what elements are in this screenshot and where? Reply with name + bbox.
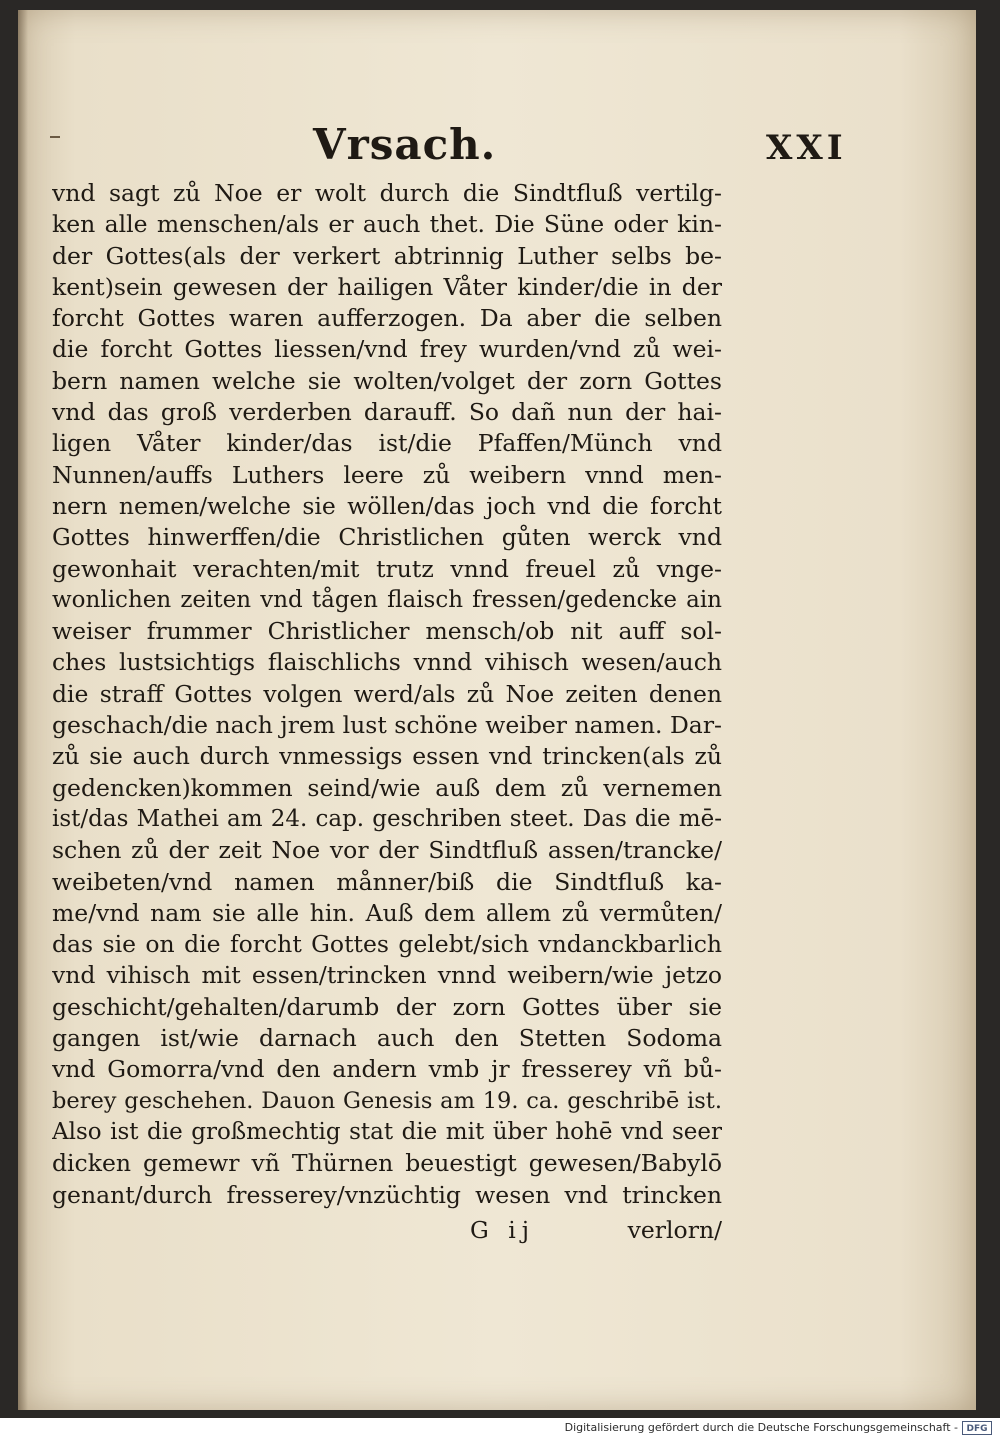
text-line: gewonhait verachten/mit trutz vnnd freuel zů vnge- <box>52 554 722 583</box>
text-line: weiser frummer Christlicher mensch/ob nit auff sol- <box>52 617 722 646</box>
signature-mark: G ij <box>470 1216 536 1244</box>
text-line: Gottes hinwerffen/die Christlichen gůten werck vnd <box>52 523 722 552</box>
signature-line <box>52 1216 722 1250</box>
text-line: weibeten/vnd namen månner/biß die Sindtfluß ka- <box>52 867 722 896</box>
funding-credit: Digitalisierung gefördert durch die Deutsche Forschungsgemeinschaft - <box>564 1421 958 1434</box>
book-page <box>18 10 976 1410</box>
text-line: kent)sein gewesen der hailigen Våter kinder/die in der <box>52 272 722 301</box>
text-line: ligen Våter kinder/das ist/die Pfaffen/Münch vnd <box>52 429 722 458</box>
folio-number: XXI <box>766 128 847 168</box>
text-line: Also ist die großmechtig stat die mit über hohē vnd seer <box>52 1118 722 1145</box>
page-gutter-shadow <box>18 10 28 1410</box>
text-line: wonlichen zeiten vnd tågen flaisch fressen/gedencke ain <box>52 586 722 613</box>
text-line: gedencken)kommen seind/wie auß dem zů vernemen <box>52 773 722 802</box>
text-line: die forcht Gottes liessen/vnd frey wurden/vnd zů wei- <box>52 335 722 364</box>
text-line: der Gottes(als der verkert abtrinnig Luther selbs be- <box>52 241 722 270</box>
text-line: me/vnd nam sie alle hin. Auß dem allem zů vermůten/ <box>52 898 722 927</box>
text-line: genant/durch fresserey/vnzüchtig wesen vnd trincken <box>52 1180 722 1209</box>
catchword: verlorn/ <box>627 1216 722 1244</box>
margin-mark <box>50 136 60 138</box>
text-line: geschicht/gehalten/darumb der zorn Gottes über sie <box>52 992 722 1021</box>
text-line: vnd sagt zů Noe er wolt durch die Sindtfluß vertilg- <box>52 179 722 207</box>
running-head: Vrsach. <box>313 120 497 169</box>
text-line: zů sie auch durch vnmessigs essen vnd trincken(als zů <box>52 742 722 771</box>
text-line: schen zů der zeit Noe vor der Sindtfluß assen/trancke/ <box>52 836 722 865</box>
text-line: berey geschehen. Dauon Genesis am 19. ca. geschribē ist. <box>52 1087 722 1114</box>
text-line: vnd vihisch mit essen/trincken vnnd weibern/wie jetzo <box>52 961 722 990</box>
text-line: ken alle menschen/als er auch thet. Die Süne oder kin- <box>52 210 722 239</box>
text-line: vnd das groß verderben darauff. So dañ nun der hai- <box>52 398 722 427</box>
text-line: vnd Gomorra/vnd den andern vmb jr fresserey vñ bů- <box>52 1055 722 1084</box>
text-line: das sie on die forcht Gottes gelebt/sich vndanckbarlich <box>52 930 722 959</box>
text-line: forcht Gottes waren aufferzogen. Da aber die selben <box>52 304 722 333</box>
text-block <box>52 178 722 1211</box>
text-line: ist/das Mathei am 24. cap. geschriben steet. Das die mē- <box>52 805 722 832</box>
text-line: die straff Gottes volgen werd/als zů Noe zeiten denen <box>52 679 722 708</box>
text-line: bern namen welche sie wolten/volget der zorn Gottes <box>52 366 722 395</box>
text-line: ches lustsichtigs flaischlichs vnnd vihisch wesen/auch <box>52 648 722 677</box>
text-line: geschach/die nach jrem lust schöne weiber namen. Dar- <box>52 711 722 740</box>
text-line: gangen ist/wie darnach auch den Stetten Sodoma <box>52 1024 722 1053</box>
footer-bar <box>0 1418 1000 1439</box>
text-line: dicken gemewr vñ Thürnen beuestigt gewesen/Babylō <box>52 1149 722 1178</box>
dfg-logo-icon: DFG <box>962 1421 992 1435</box>
text-line: nern nemen/welche sie wöllen/das joch vnd die forcht <box>52 491 722 520</box>
text-line: Nunnen/auffs Luthers leere zů weibern vnnd men- <box>52 460 722 489</box>
